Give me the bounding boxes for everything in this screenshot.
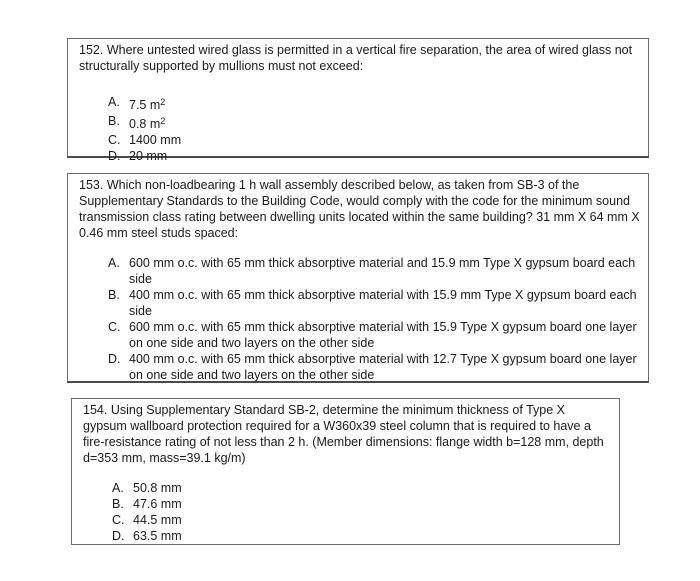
answer-option	[112, 528, 611, 544]
question-number: 153.	[79, 178, 104, 192]
answer-option	[108, 132, 640, 148]
option-letter: B.	[112, 497, 124, 511]
option-text: 600 mm o.c. with 65 mm thick absorptive material with 15.9 Type X gypsum board one layer on one side and two layers on the other side	[129, 320, 637, 350]
question-number: 154.	[83, 403, 108, 417]
question-154	[71, 398, 620, 545]
question-text: Which non-loadbearing 1 h wall assembly described below, as taken from SB-3 of the Supplementary Standards to the Building Code, would comply with the code for the minimum sound transmission class rating between dwelling units located within the same building? 31 mm X 64 mm X 0.46 mm steel studs spaced:	[79, 178, 640, 240]
option-text: 600 mm o.c. with 65 mm thick absorptive material and 15.9 mm Type X gypsum board each side	[129, 256, 636, 286]
option-text: 50.8 mm	[133, 481, 182, 495]
question-stem	[79, 42, 640, 74]
option-letter: D.	[108, 149, 121, 163]
answer-options	[108, 94, 640, 164]
option-letter: D.	[108, 352, 121, 366]
option-letter: A.	[112, 481, 124, 495]
answer-option	[108, 113, 640, 132]
answer-options	[108, 255, 640, 383]
answer-option	[108, 148, 640, 164]
answer-option	[108, 287, 640, 319]
answer-option	[108, 255, 640, 287]
answer-options	[112, 480, 611, 544]
option-text: 400 mm o.c. with 65 mm thick absorptive material with 15.9 mm Type X gypsum board each side	[129, 288, 637, 318]
question-stem	[83, 402, 611, 466]
answer-option	[112, 512, 611, 528]
question-number: 152.	[79, 43, 104, 57]
question-153	[67, 173, 649, 383]
question-stem	[79, 177, 640, 241]
question-text: Using Supplementary Standard SB-2, determine the minimum thickness of Type X gypsum wallboard protection required for a W360x39 steel column that is required to have a fire-resistance rating of not less than 2 h. (Member dimensions: flange width b=128 mm, depth d=353 mm, mass=39.1 kg/m)	[83, 403, 604, 465]
answer-option	[108, 319, 640, 351]
option-text: 47.6 mm	[133, 497, 182, 511]
option-letter: A.	[108, 95, 120, 109]
question-text: Where untested wired glass is permitted in a vertical fire separation, the area of wired glass not structurally supported by mullions must not exceed:	[79, 43, 633, 73]
option-letter: A.	[108, 256, 120, 270]
answer-option	[108, 351, 640, 383]
option-letter: C.	[108, 133, 121, 147]
option-text: 400 mm o.c. with 65 mm thick absorptive material with 12.7 Type X gypsum board one layer on one side and two layers on the other side	[129, 352, 637, 382]
option-letter: B.	[108, 288, 120, 302]
option-letter: B.	[108, 114, 120, 128]
option-superscript: 2	[160, 116, 166, 126]
answer-option	[112, 480, 611, 496]
option-text: 20 mm	[129, 149, 168, 163]
option-letter: D.	[112, 529, 125, 543]
option-superscript: 2	[160, 97, 166, 107]
option-text: 7.5 m	[129, 98, 161, 112]
answer-option	[108, 94, 640, 113]
option-text: 0.8 m	[129, 117, 161, 131]
option-letter: C.	[112, 513, 125, 527]
option-text: 63.5 mm	[133, 529, 182, 543]
question-152	[67, 38, 649, 163]
answer-option	[112, 496, 611, 512]
option-text: 44.5 mm	[133, 513, 182, 527]
option-text: 1400 mm	[129, 133, 182, 147]
option-letter: C.	[108, 320, 121, 334]
